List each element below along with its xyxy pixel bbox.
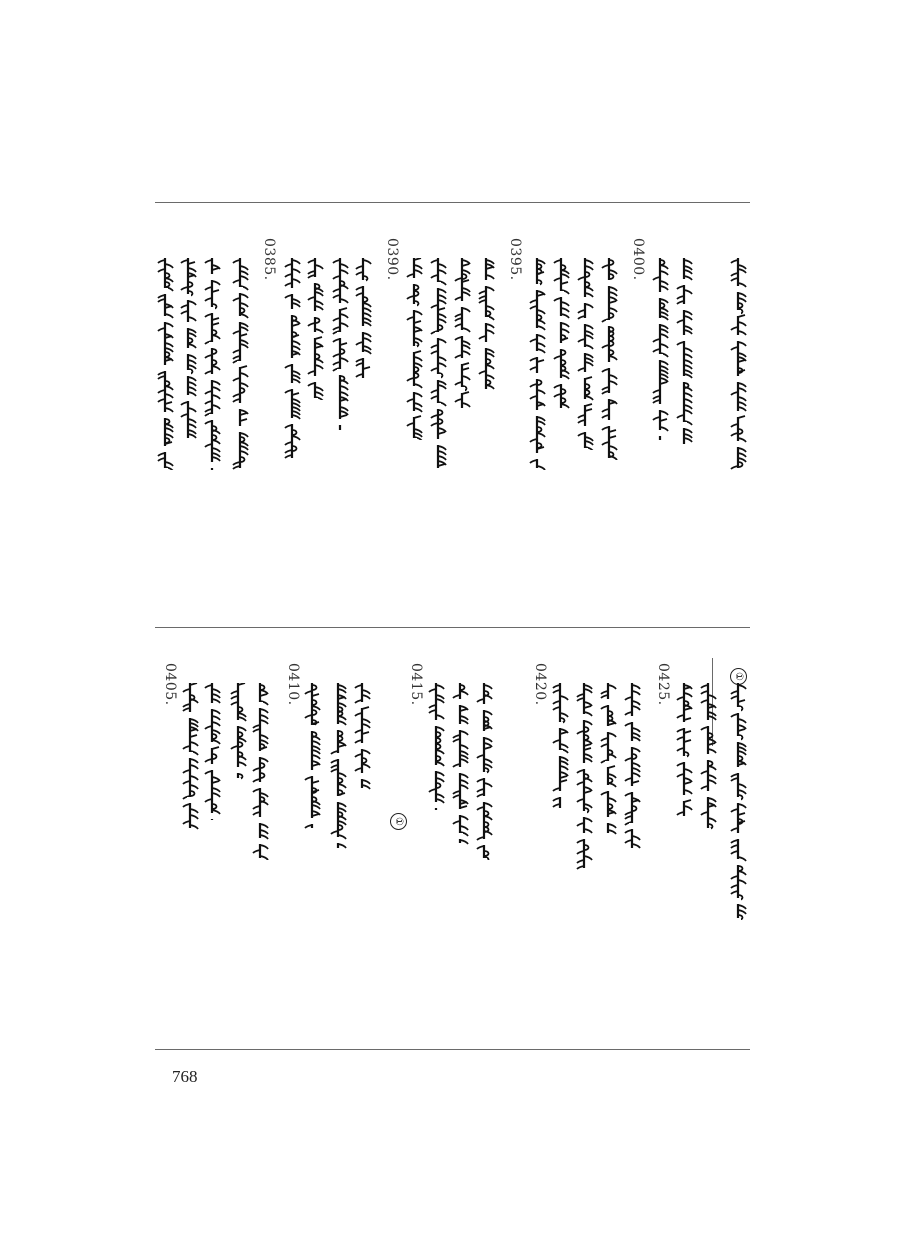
script-column-8 (354, 258, 376, 380)
script-column-14 (552, 258, 574, 410)
script-column-36 (729, 683, 751, 920)
section-number-0415: 0415. (408, 663, 424, 706)
section-number-0410: 0410. (285, 663, 301, 706)
top-rule (155, 202, 750, 203)
script-column-11 (453, 258, 475, 410)
script-column-20 (181, 683, 203, 830)
section-number-0395: 0395. (507, 238, 523, 281)
script-column-28 (451, 683, 473, 845)
bottom-rule (155, 1049, 750, 1050)
section-number-0420: 0420. (532, 663, 548, 706)
script-column-13 (528, 258, 550, 470)
script-column-26 (353, 683, 375, 790)
inline-note-marker: ① (390, 813, 407, 830)
script-column-35 (699, 683, 721, 830)
script-column-2 (179, 258, 201, 440)
section-number-0385: 0385. (261, 238, 277, 281)
script-column-9 (405, 258, 427, 440)
script-column-16 (600, 258, 622, 460)
script-column-31 (575, 683, 597, 870)
script-column-23 (251, 683, 273, 860)
script-column-10 (429, 258, 451, 470)
footnote-marker: ① (730, 668, 747, 685)
script-column-5 (283, 258, 305, 460)
script-column-21 (203, 683, 225, 820)
script-column-32 (599, 683, 621, 835)
script-column-34 (675, 683, 697, 820)
script-column-7 (331, 258, 353, 430)
script-column-6 (306, 258, 328, 400)
script-column-17 (651, 258, 673, 440)
script-column-24 (303, 683, 325, 830)
section-number-0405: 0405. (162, 663, 178, 706)
page-number: 768 (172, 1067, 198, 1086)
script-column-27 (427, 683, 449, 810)
script-column-18 (675, 258, 697, 450)
script-column-30 (551, 683, 573, 810)
script-column-1 (156, 258, 178, 470)
script-column-29 (475, 683, 497, 860)
script-column-25 (329, 683, 351, 850)
script-column-33 (623, 683, 645, 850)
middle-rule (155, 627, 750, 628)
section-number-0425: 0425. (655, 663, 671, 706)
section-number-0390: 0390. (384, 238, 400, 281)
script-column-3 (203, 258, 225, 470)
section-number-0400: 0400. (630, 238, 646, 281)
script-column-22 (229, 683, 251, 780)
script-column-4 (231, 258, 253, 470)
script-column-19 (729, 258, 751, 470)
script-column-15 (576, 258, 598, 450)
script-column-12 (477, 258, 499, 395)
